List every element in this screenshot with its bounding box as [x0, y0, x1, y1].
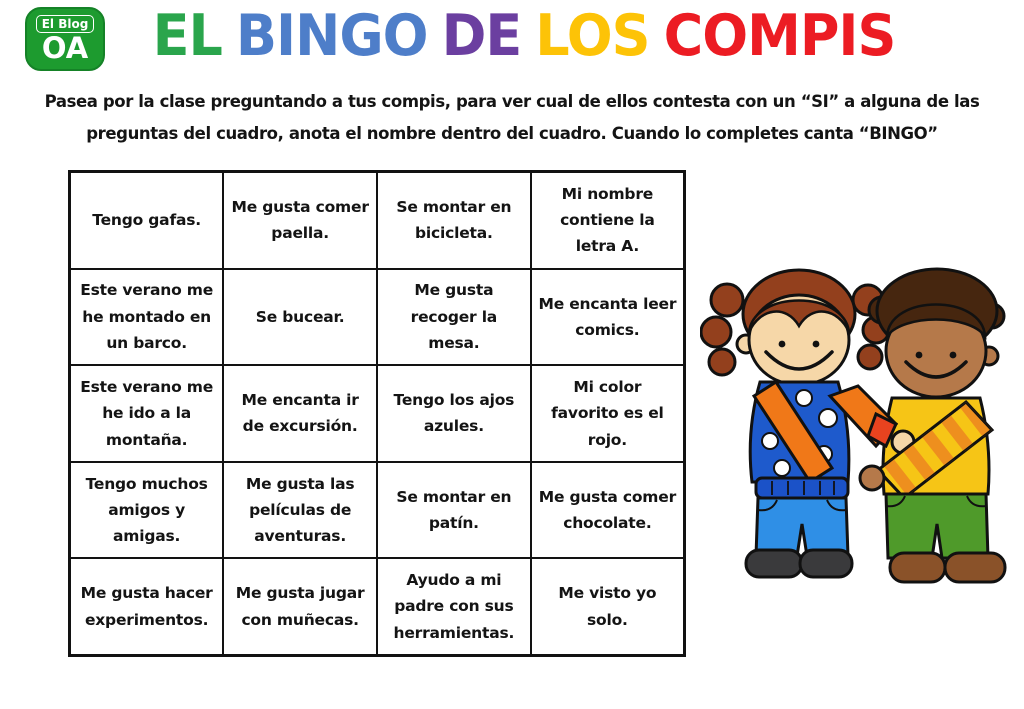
- instructions-line-1: Pasea por la clase preguntando a tus compis, para ver cual de ellos contesta con un “SI” a alguna de las: [44, 92, 980, 111]
- bingo-cell: Me gusta comer chocolate.: [531, 462, 685, 559]
- bingo-cell: Me encanta ir de excursión.: [223, 365, 377, 462]
- instructions: [30, 86, 994, 150]
- two-children-illustration: [700, 256, 1022, 596]
- el-blog-oa-logo: [25, 7, 105, 71]
- title-word: EL: [152, 1, 222, 69]
- bingo-table: [68, 170, 686, 657]
- girl-shoe-left: [746, 550, 802, 577]
- bingo-cell: Tengo muchos amigos y amigas.: [70, 462, 224, 559]
- table-row: [70, 365, 685, 462]
- logo-bottom-text: OA: [41, 30, 89, 65]
- table-row: [70, 172, 685, 269]
- bingo-cell: Se montar en bicicleta.: [377, 172, 531, 269]
- title-word: COMPIS: [663, 1, 896, 69]
- logo-top-text: El Blog: [36, 15, 95, 33]
- bingo-cell: Me gusta comer paella.: [223, 172, 377, 269]
- bingo-cell: Se bucear.: [223, 269, 377, 366]
- girl-shoe-right: [800, 550, 852, 577]
- bingo-cell: Me gusta las películas de aventuras.: [223, 462, 377, 559]
- table-row: [70, 558, 685, 655]
- bingo-cell: Ayudo a mi padre con sus herramientas.: [377, 558, 531, 655]
- bingo-cell: Se montar en patín.: [377, 462, 531, 559]
- girl-jeans: [756, 498, 848, 556]
- title-word: DE: [441, 1, 522, 69]
- bingo-cell: Me gusta jugar con muñecas.: [223, 558, 377, 655]
- bingo-table-body: [70, 172, 685, 656]
- instructions-line-2: preguntas del cuadro, anota el nombre dentro del cuadro. Cuando lo completes canta “BINGO”: [86, 124, 938, 144]
- bingo-cell: Me encanta leer comics.: [531, 269, 685, 366]
- boy-shoe-right: [945, 553, 1005, 582]
- bingo-cell: Me gusta hacer experimentos.: [70, 558, 224, 655]
- bingo-cell: Me visto yo solo.: [531, 558, 685, 655]
- boy-hand: [860, 466, 884, 490]
- bingo-cell: Este verano me he ido a la montaña.: [70, 365, 224, 462]
- bingo-cell: Este verano me he montado en un barco.: [70, 269, 224, 366]
- title-word: BINGO: [235, 1, 428, 69]
- boy-shoe-left: [890, 553, 945, 582]
- bingo-cell: Mi nombre contiene la letra A.: [531, 172, 685, 269]
- bingo-cell: Tengo los ajos azules.: [377, 365, 531, 462]
- table-row: [70, 269, 685, 366]
- bingo-cell: Mi color favorito es el rojo.: [531, 365, 685, 462]
- title-word: LOS: [535, 1, 650, 69]
- girl-left-pigtail: [701, 284, 743, 375]
- page-title: [108, 0, 940, 70]
- table-row: [70, 462, 685, 559]
- bingo-cell: Tengo gafas.: [70, 172, 224, 269]
- bingo-cell: Me gusta recoger la mesa.: [377, 269, 531, 366]
